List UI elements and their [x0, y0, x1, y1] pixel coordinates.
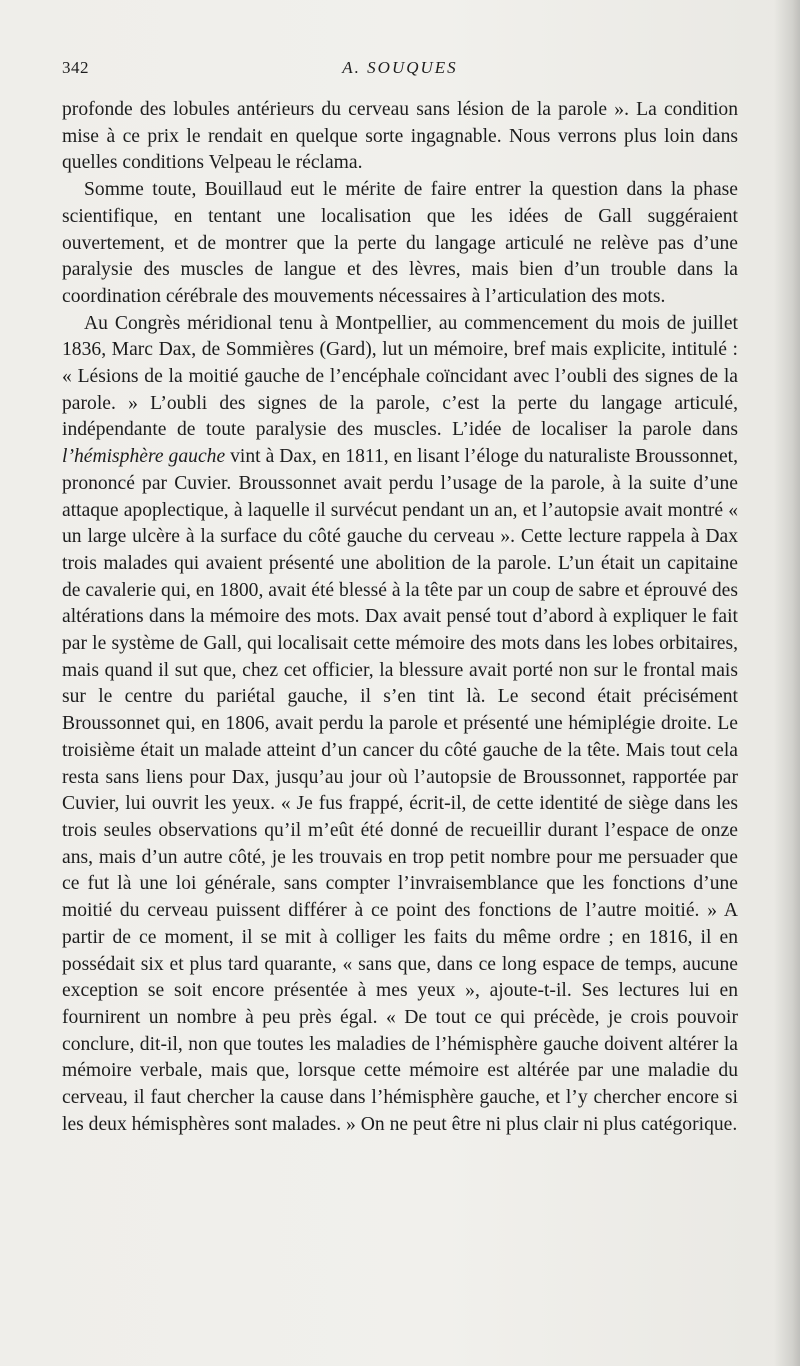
paragraph-3-text-after: vint à Dax, en 1811, en lisant l’éloge du naturaliste Broussonnet, prononcé par Cuvier. Broussonnet avait perdu l’usage de la parole, à la suite d’une attaque apoplectique, à laquelle il survécut pendant un an, et l’autopsie avait montré « un large ulcère à la surface du côté gauche du cerveau ». Cette lecture rappela à Dax trois malades qui avaient présenté une abolition de la parole. L’un était un capitaine de cavalerie qui, en 1800, avait été blessé à la tête par un coup de sabre et éprouvé des altérations dans la mémoire des mots. Dax avait pensé tout d’abord à expliquer le fait par le système de Gall, qui localisait cette mémoire des mots dans les lobes orbitaires, mais quand il sut que, chez cet officier, la blessure avait porté non sur le frontal mais sur le centre du pariétal gauche, il s’en tint là. Le second était précisément Broussonnet qui, en 1806, avait perdu la parole et présenté une hémiplégie droite. Le troisième était un malade atteint d’un cancer du côté gauche de la tête. Mais tout cela resta sans liens pour Dax, jusqu’au jour où l’autopsie de Broussonnet, rapportée par Cuvier, lui ouvrit les yeux. « Je fus frappé, écrit-il, de cette identité de siège dans les trois seules observations qu’il m’eût été donné de recueillir durant l’espace de onze ans, mais d’un autre côté, je les trouvais en trop petit nombre pour me persuader que ce fut là une loi générale, sans compter l’invraisemblance que les fonctions d’une moitié du cerveau puissent différer à ce point des fonctions de l’autre moitié. » A partir de ce moment, il se mit à colliger les faits du même ordre ; en 1816, il en possédait six et plus tard quarante, « sans que, dans ce long espace de temps, aucune exception se soit encore présentée à mes yeux », ajoute-t-il. Ses lectures lui en fournirent un nombre à peu près égal. « De tout ce qui précède, je crois pouvoir conclure, dit-il, non que toutes les maladies de l’hémisphère gauche doivent altérer la mémoire verbale, mais que, lorsque cette mémoire est altérée par une maladie du cerveau, il faut chercher la cause dans l’hémisphère gauche, et l’y chercher encore si les deux hémisphères sont malades. » On ne peut être ni plus clair ni plus catégorique.	[62, 446, 738, 1135]
paragraph-3	[62, 311, 738, 1139]
paragraph-1: profonde des lobules antérieurs du cerveau sans lésion de la parole ». La condition mise à ce prix le rendait en quelque sorte ingagnable. Nous verrons plus loin dans quelles conditions Velpeau le réclama.	[62, 99, 738, 174]
running-head: A. SOUQUES	[342, 58, 458, 77]
paragraph-2: Somme toute, Bouillaud eut le mérite de faire entrer la question dans la phase scientifique, en tentant une localisation que les idées de Gall suggéraient ouvertement, et de montrer que la perte du langage articulé ne relève pas d’une paralysie des muscles de langue et des lèvres, mais bien d’un trouble dans la coordination cérébrale des mouvements nécessaires à l’articulation des mots.	[62, 179, 738, 307]
page-binding-shadow	[774, 0, 800, 1366]
body-text	[62, 97, 738, 1138]
page-number: 342	[62, 58, 89, 77]
page-header	[62, 58, 738, 86]
italic-phrase: l’hémisphère gauche	[62, 446, 226, 468]
paragraph-3-text-before: Au Congrès méridional tenu à Montpellier, au commencement du mois de juillet 1836, Marc Dax, de Sommières (Gard), lut un mémoire, bref mais explicite, intitulé : « Lésions de la moitié gauche de l’encéphale coïncidant avec l’oubli des signes de la parole. » L’oubli des signes de la parole, c’est la perte du langage articulé, indépendante de toute paralysie des muscles. L’idée de localiser la parole dans	[62, 312, 738, 441]
